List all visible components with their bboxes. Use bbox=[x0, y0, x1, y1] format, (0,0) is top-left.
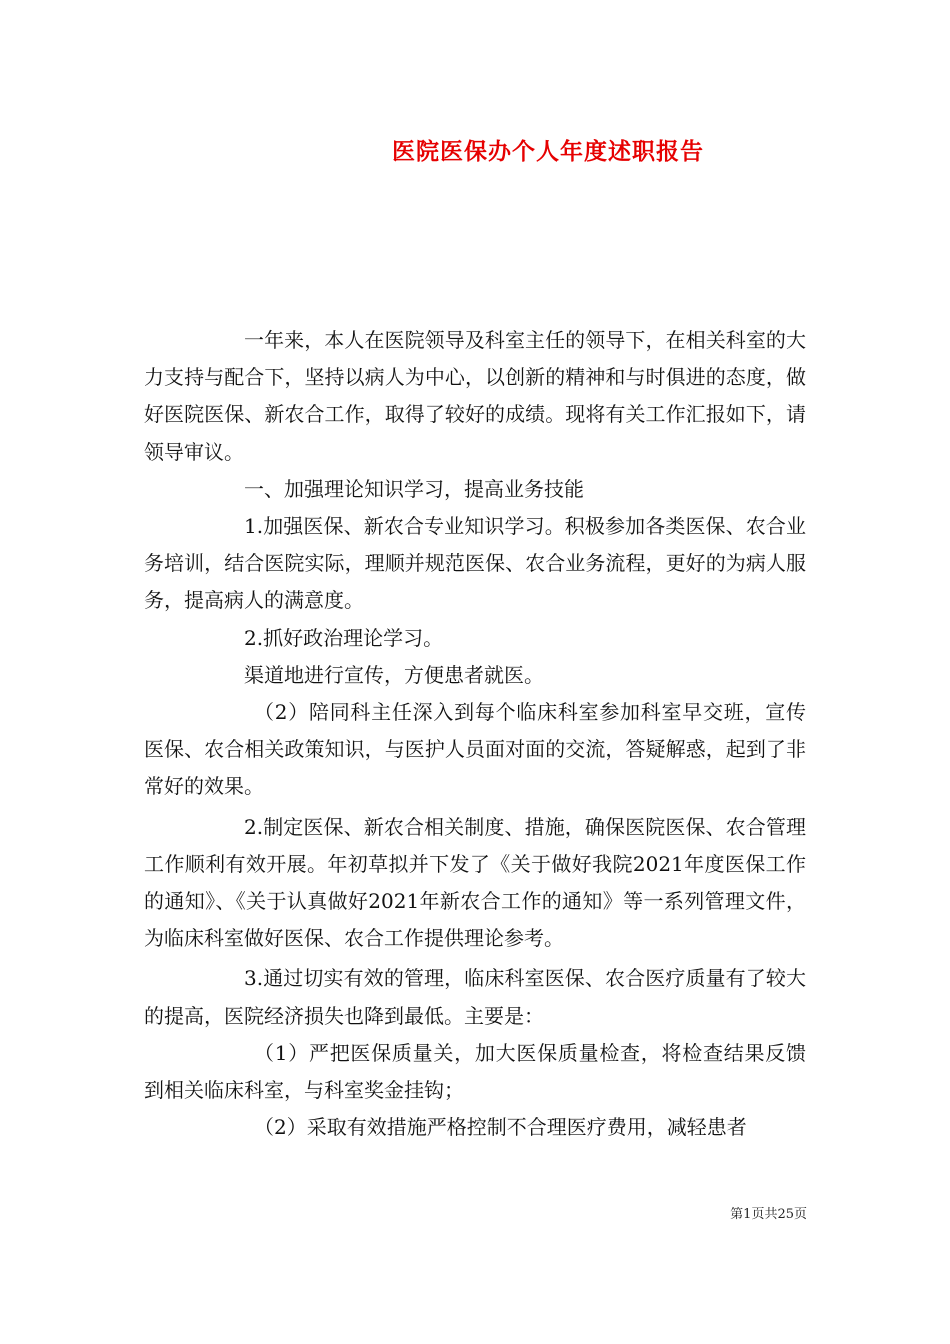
paragraph: 渠道地进行宣传，方便患者就医。 bbox=[244, 662, 544, 687]
document-body bbox=[144, 322, 806, 1146]
paragraph: （1）严把医保质量关，加大医保质量检查，将检查结果反馈到相关临床科室，与科室奖金挂钩； bbox=[144, 1040, 806, 1103]
paragraph: 1.加强医保、新农合专业知识学习。积极参加各类医保、农合业务培训，结合医院实际，理顺并规范医保、农合业务流程，更好的为病人服务，提高病人的满意度。 bbox=[144, 514, 806, 613]
document-title: 医院医保办个人年度述职报告 bbox=[392, 138, 704, 165]
section-heading: 一、加强理论知识学习，提高业务技能 bbox=[244, 476, 584, 501]
paragraph: 3.通过切实有效的管理，临床科室医保、农合医疗质量有了较大的提高，医院经济损失也降到最低。主要是： bbox=[144, 966, 806, 1028]
paragraph: （2）陪同科主任深入到每个临床科室参加科室早交班，宣传医保、农合相关政策知识，与医护人员面对面的交流，答疑解惑，起到了非常好的效果。 bbox=[144, 700, 806, 799]
paragraph: 2.制定医保、新农合相关制度、措施，确保医院医保、农合管理工作顺利有效开展。年初草拟并下发了《关于做好我院2021年度医保工作的通知》、《关于认真做好2021年新农合工作的通知》等一系列管理文件，为临床科室做好医保、农合工作提供理论参考。 bbox=[144, 814, 806, 951]
page-number: 第1页共25页 bbox=[730, 1207, 807, 1222]
paragraph: （2）采取有效措施严格控制不合理医疗费用，减轻患者 bbox=[254, 1115, 747, 1140]
paragraph: 2.抓好政治理论学习。 bbox=[244, 625, 444, 650]
paragraph: 一年来，本人在医院领导及科室主任的领导下，在相关科室的大力支持与配合下，坚持以病人为中心，以创新的精神和与时俱进的态度，做好医院医保、新农合工作，取得了较好的成绩。现将有关工作汇报如下，请领导审议。 bbox=[144, 328, 806, 464]
